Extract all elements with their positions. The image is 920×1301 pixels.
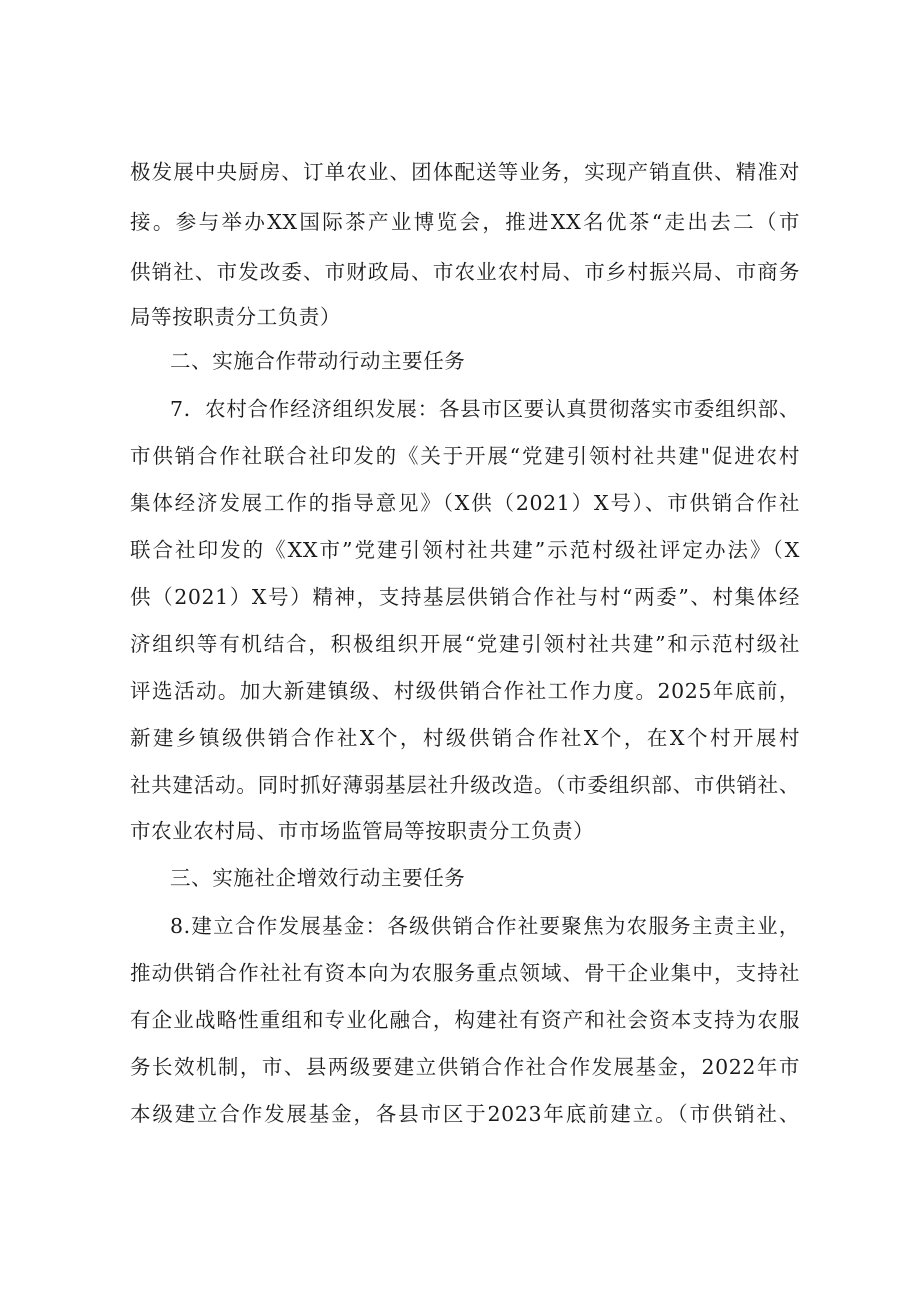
paragraph-line: 极发展中央厨房、订单农业、团体配送等业务，实现产销直供、精准对 <box>130 160 800 184</box>
item-7-line: 社共建活动。同时抓好薄弱基层社升级改造。（市委组织部、市供销社、 <box>130 773 800 797</box>
item-7-line: 市供销合作社联合社印发的《关于开展“党建引领村社共建"促进农村 <box>130 444 800 468</box>
item-8-line: 本级建立合作发展基金，各县市区于2023年底前建立。（市供销社、 <box>130 1102 800 1126</box>
item-7-line: 7．农村合作经济组织发展：各县市区要认真贯彻落实市委组织部、 <box>170 397 800 421</box>
item-8-line: 务长效机制，市、县两级要建立供销合作社合作发展基金，2022年市 <box>130 1055 800 1079</box>
item-7-line: 济组织等有机结合，积极组织开展“党建引领村社共建”和示范村级社 <box>130 632 800 656</box>
paragraph-line: 接。参与举办XX国际茶产业博览会，推进XX名优茶“走出去二（市 <box>130 210 800 234</box>
item-7-line: 供（2021）X号）精神，支持基层供销合作社与村“两委”、村集体经 <box>130 585 800 609</box>
item-7-line: 市农业农村局、市市场监管局等按职责分工负责） <box>130 819 595 843</box>
paragraph-line: 局等按职责分工负责） <box>130 305 341 329</box>
item-8-line: 8.建立合作发展基金：各级供销合作社要聚焦为农服务主责主业， <box>170 914 800 938</box>
paragraph-line: 供销社、市发改委、市财政局、市农业农村局、市乡村振兴局、市商务 <box>130 260 800 284</box>
item-8-line: 有企业战略性重组和专业化融合，构建社有资产和社会资本支持为农服 <box>130 1008 800 1032</box>
item-7-line: 集体经济发展工作的指导意见》（X供（2021）X号）、市供销合作社 <box>130 491 800 515</box>
item-7-line: 新建乡镇级供销合作社X个，村级供销合作社X个，在X个村开展村 <box>130 726 800 750</box>
item-7-line: 联合社印发的《XX市”党建引领村社共建”示范村级社评定办法》（X <box>130 538 800 562</box>
section-heading: 二、实施合作带动行动主要任务 <box>170 349 466 373</box>
item-7-line: 评选活动。加大新建镇级、村级供销合作社工作力度。2025年底前， <box>130 679 800 703</box>
section-heading: 三、实施社企增效行动主要任务 <box>170 866 466 890</box>
item-8-line: 推动供销合作社社有资本向为农服务重点领域、骨干企业集中，支持社 <box>130 961 800 985</box>
